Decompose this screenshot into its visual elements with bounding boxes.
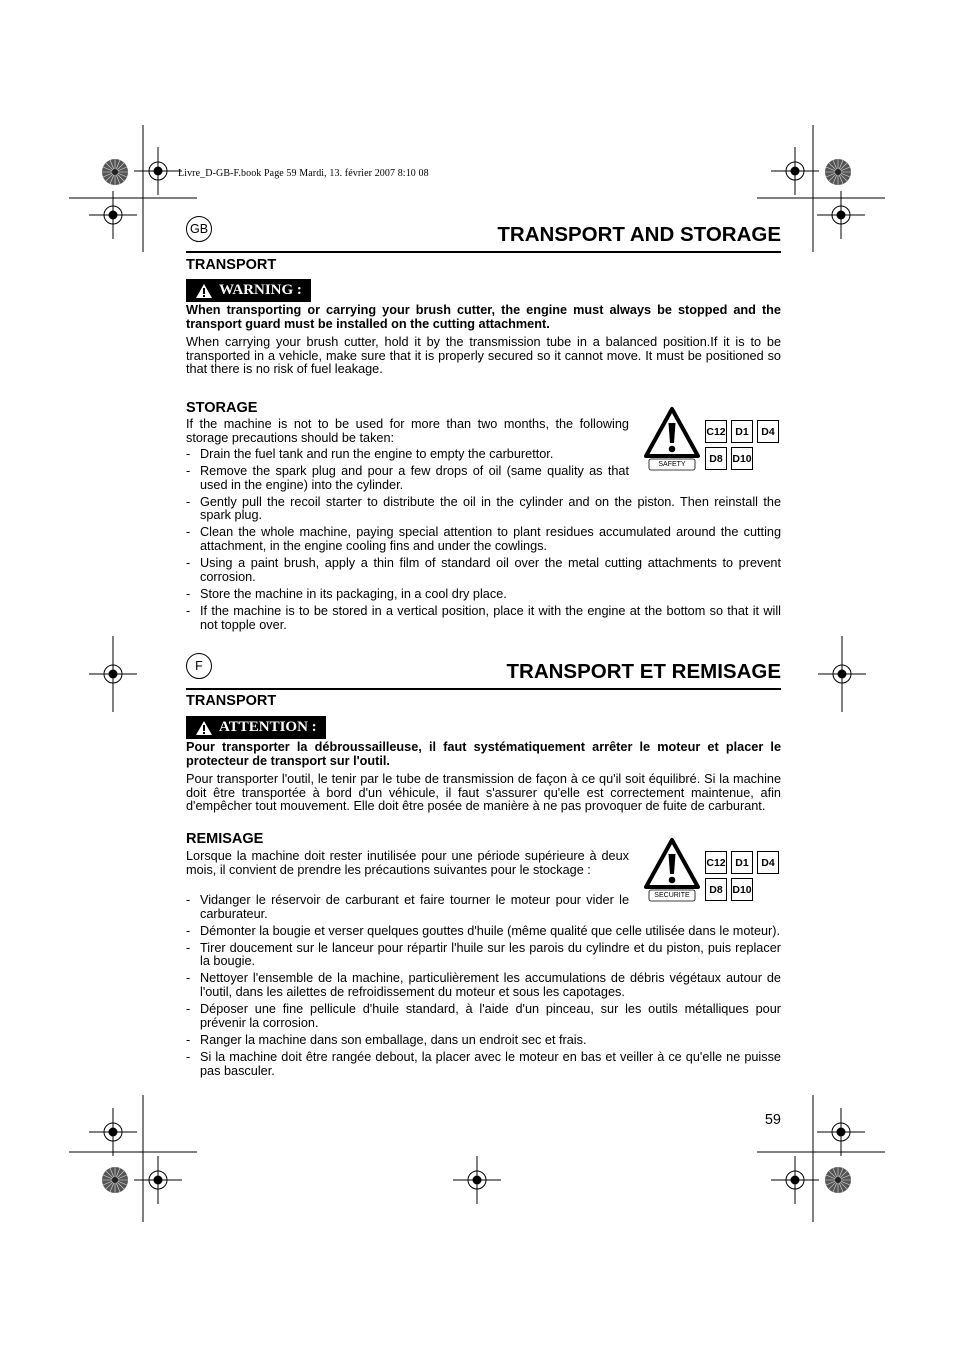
list-item: - Clean the whole machine, paying special attention to plant residues accumulated around the cutting attachment, in the engine cooling fins and under the cowlings.: [186, 526, 781, 553]
list-item: - If the machine is to be stored in a vertical position, place it with the engine at the bottom so that it will not topple over.: [186, 605, 781, 632]
list-item: - Drain the fuel tank and run the engine to empty the carburettor.: [186, 448, 629, 462]
storage-list-f: [186, 894, 781, 1082]
storage-intro-gb: If the machine is not to be used for more than two months, the following storage precautions should be taken:: [186, 417, 629, 445]
transport-body-gb: When carrying your brush cutter, hold it by the transmission tube in a balanced position.If it is to be transported in a vehicle, make sure that it is properly secured so it cannot move. It must be positioned so that there is no risk of fuel leakage.: [186, 335, 781, 377]
warning-label-text-gb: WARNING :: [219, 282, 302, 298]
list-item: - Nettoyer l'ensemble de la machine, particulièrement les accumulations de débris végétaux autour de l'outil, dans les ailettes de refroidissement du moteur et sous les capotages.: [186, 972, 781, 999]
storage-heading-f: REMISAGE: [186, 831, 264, 847]
warning-icon: [195, 720, 213, 736]
code-c12: C12: [705, 851, 727, 874]
warning-text-gb: When transporting or carrying your brush cutter, the engine must always be stopped and the transport guard must be installed on the cutting attachment.: [186, 303, 781, 331]
code-d4: D4: [757, 420, 779, 443]
list-item: - Si la machine doit être rangée debout, la placer avec le moteur en bas et veiller à ce qu'elle ne puisse pas basculer.: [186, 1051, 781, 1078]
storage-heading-gb: STORAGE: [186, 400, 258, 416]
code-d10: D10: [731, 878, 753, 901]
warning-text-f: Pour transporter la débroussailleuse, il faut systématiquement arrêter le moteur et placer le protecteur de transport sur l'outil.: [186, 740, 781, 768]
title-rule-f: [186, 688, 781, 690]
list-item: - Déposer une fine pellicule d'huile standard, à l'aide d'un pinceau, sur les outils métalliques pour prévenir la corrosion.: [186, 1003, 781, 1030]
list-item: - Using a paint brush, apply a thin film of standard oil over the metal cutting attachments to prevent corrosion.: [186, 557, 781, 584]
code-c12: C12: [705, 420, 727, 443]
list-item: - Vidanger le réservoir de carburant et faire tourner le moteur pour vider le carburateur.: [186, 894, 629, 921]
list-item: - Store the machine in its packaging, in a cool dry place.: [186, 588, 781, 602]
warning-label-gb: [186, 279, 311, 302]
list-item: - Démonter la bougie et verser quelques gouttes d'huile (même qualité que celle utilisée dans le moteur).: [186, 925, 781, 939]
page-number: 59: [764, 1112, 781, 1128]
list-item: - Remove the spark plug and pour a few drops of oil (same quality as that used in the engine) into the cylinder.: [186, 465, 629, 492]
safety-caption-gb: SAFETY: [658, 461, 686, 468]
code-d1: D1: [731, 851, 753, 874]
list-item: - Ranger la machine dans son emballage, dans un endroit sec et frais.: [186, 1034, 781, 1048]
safety-caption-f: SECURITE: [654, 892, 690, 899]
code-d8: D8: [705, 878, 727, 901]
code-d4: D4: [757, 851, 779, 874]
section-title-gb: TRANSPORT AND STORAGE: [497, 223, 781, 246]
language-badge-f: F: [186, 653, 212, 679]
list-item: - Tirer doucement sur le lanceur pour répartir l'huile sur les parois du cylindre et du piston, puis replacer la bougie.: [186, 942, 781, 969]
print-info: Livre_D-GB-F.book Page 59 Mardi, 13. février 2007 8:10 08: [178, 168, 429, 179]
transport-body-f: Pour transporter l'outil, le tenir par le tube de transmission de façon à ce qu'il soit équilibré. Si la machine doit être transportée à bord d'un véhicule, il faut s'assurer qu'elle est correctement maintenue, afin d'empêcher tout mouvement. Elle doit être posée de manière à ne pas provoquer de fuite de carburant.: [186, 772, 781, 814]
transport-heading-gb: TRANSPORT: [186, 257, 277, 273]
code-d10: D10: [731, 447, 753, 470]
title-rule-gb: [186, 251, 781, 253]
code-d8: D8: [705, 447, 727, 470]
list-item: - Gently pull the recoil starter to distribute the oil in the cylinder and on the piston. Then reinstall the spark plug.: [186, 496, 781, 523]
warning-icon: [195, 283, 213, 299]
warning-label-f: [186, 716, 326, 739]
storage-list-gb: [186, 448, 781, 636]
section-title-f: TRANSPORT ET REMISAGE: [506, 660, 781, 683]
warning-label-text-f: ATTENTION :: [219, 719, 317, 735]
code-d1: D1: [731, 420, 753, 443]
language-badge-gb: GB: [186, 216, 212, 242]
transport-heading-f: TRANSPORT: [186, 693, 277, 709]
storage-intro-f: Lorsque la machine doit rester inutilisée pour une période supérieure à deux mois, il convient de prendre les précautions suivantes pour le stockage :: [186, 849, 629, 877]
